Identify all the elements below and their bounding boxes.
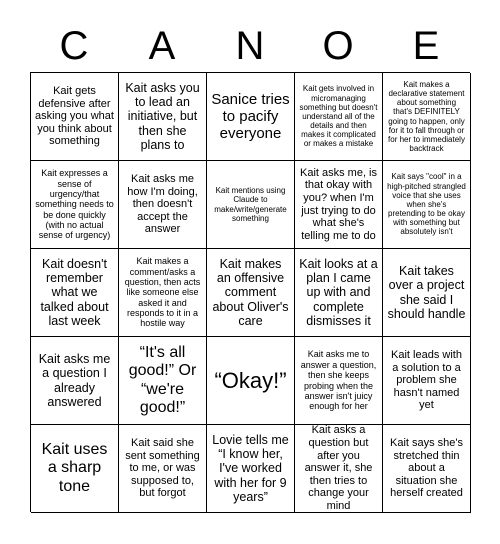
bingo-cell[interactable] — [31, 161, 119, 249]
cell-text: Kait asks a question but after you answer it, she then tries to change your mind — [304, 425, 373, 513]
cell-text: Kait makes a comment/asks a question, then acts like someone else asked it and responds to it in a hostile way — [124, 256, 201, 329]
cell-text: Kait says she's stretched thin about a situation she herself created — [389, 436, 464, 500]
bingo-cell[interactable] — [31, 73, 119, 161]
cell-text: Kait gets involved in micromanaging something but doesn't understand all of the details and then makes it complicated or makes a mistake — [299, 84, 378, 149]
bingo-cell[interactable] — [383, 425, 471, 513]
bingo-cell[interactable] — [119, 73, 207, 161]
cell-text: Kait asks me a question I already answered — [38, 351, 111, 409]
bingo-cell[interactable] — [207, 249, 295, 337]
cell-text: “Okay!” — [214, 367, 287, 393]
cell-text: “It's all good!” Or “we're good!” — [128, 343, 197, 416]
cell-text: Kait says "cool" in a high-pitched strangled voice that she uses when she's pretending to be okay with something but absolutely isn't — [387, 172, 466, 237]
bingo-cell[interactable] — [295, 73, 383, 161]
bingo-cell[interactable] — [295, 249, 383, 337]
title-letter-n: N — [235, 23, 265, 68]
cell-text: Kait gets defensive after asking you what you think about something — [35, 84, 114, 148]
cell-text: Lovie tells me “I know her, I've worked with her for 9 years” — [212, 432, 289, 505]
bingo-cell[interactable] — [119, 337, 207, 425]
cell-text: Kait leads with a solution to a problem she hasn't named yet — [391, 348, 462, 412]
bingo-cell-center[interactable] — [207, 337, 295, 425]
cell-text: Kait mentions using Claude to make/write/generate something — [214, 186, 287, 223]
bingo-cell[interactable] — [31, 425, 119, 513]
bingo-cell[interactable] — [295, 337, 383, 425]
cell-text: Kait uses a sharp tone — [41, 440, 108, 495]
bingo-cell[interactable] — [295, 161, 383, 249]
cell-text: Kait doesn't remember what we talked about last week — [40, 256, 109, 329]
bingo-cell[interactable] — [295, 425, 383, 513]
bingo-cell[interactable] — [383, 73, 471, 161]
cell-text: Kait asks you to lead an initiative, but then she plans to — [125, 80, 200, 153]
cell-text: Kait asks me, is that okay with you? when I'm just trying to do what she's telling me to do — [299, 166, 378, 242]
bingo-title — [30, 22, 470, 70]
bingo-cell[interactable] — [207, 161, 295, 249]
bingo-cell[interactable] — [31, 337, 119, 425]
cell-text: Kait said she sent something to me, or was supposed to, but forgot — [125, 436, 200, 500]
cell-text: Kait makes a declarative statement about something that's DEFINITELY going to happen, only for it to fall through or for her to immediately backtrack — [388, 79, 465, 154]
cell-text: Sanice tries to pacify everyone — [211, 90, 290, 143]
bingo-grid — [30, 72, 470, 512]
bingo-cell[interactable] — [31, 249, 119, 337]
bingo-cell[interactable] — [119, 249, 207, 337]
cell-text: Kait asks me how I'm doing, then doesn't accept the answer — [127, 172, 198, 236]
cell-text: Kait looks at a plan I came up with and complete dismisses it — [299, 256, 378, 329]
bingo-cell[interactable] — [119, 161, 207, 249]
cell-text: Kait expresses a sense of urgency/that something needs to be done quickly (with no actual sense of urgency) — [35, 168, 114, 241]
bingo-cell[interactable] — [383, 337, 471, 425]
title-letter-o: O — [322, 23, 354, 68]
bingo-cell[interactable] — [383, 161, 471, 249]
title-letter-c: C — [59, 23, 89, 68]
bingo-cell[interactable] — [119, 425, 207, 513]
bingo-cell[interactable] — [207, 425, 295, 513]
title-letter-a: A — [148, 23, 176, 68]
cell-text: Kait makes an offensive comment about Oliver's care — [212, 256, 289, 329]
bingo-cell[interactable] — [383, 249, 471, 337]
bingo-cell[interactable] — [207, 73, 295, 161]
cell-text: Kait takes over a project she said I should handle — [387, 263, 466, 321]
cell-text: Kait asks me to answer a question, then she keeps probing when the answer isn't juicy enough for her — [300, 349, 377, 412]
title-letter-e: E — [412, 23, 440, 68]
